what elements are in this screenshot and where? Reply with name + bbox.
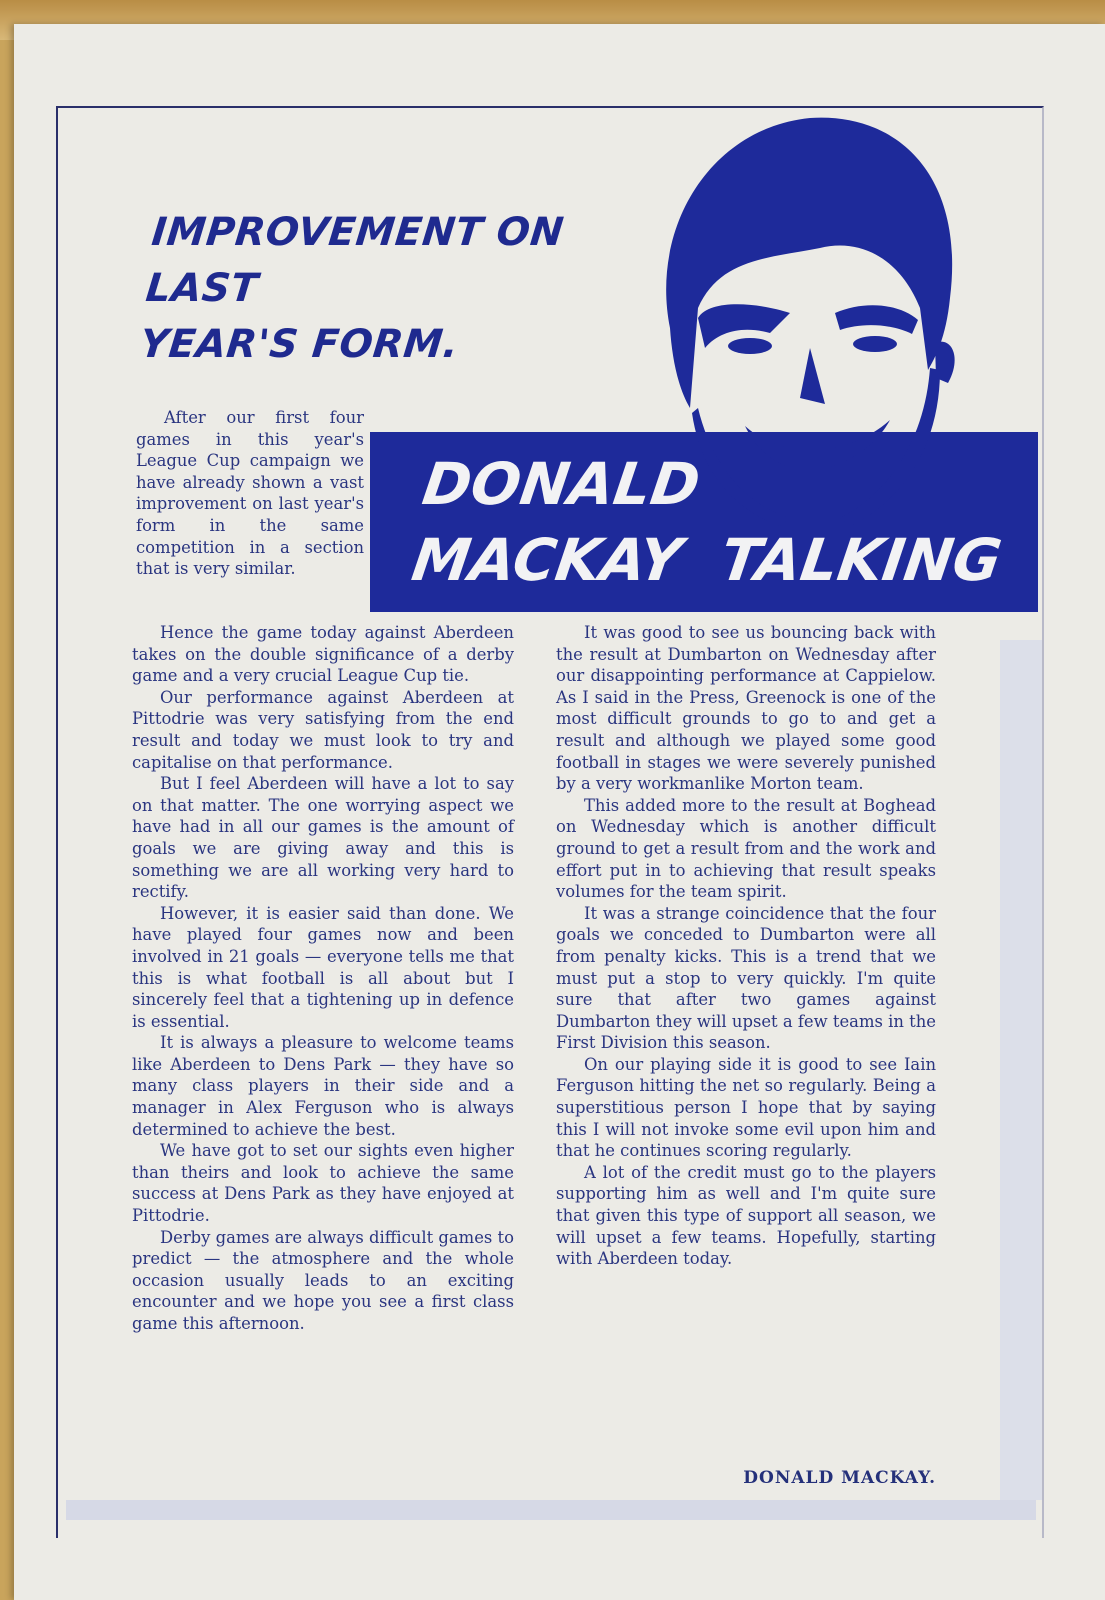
- author-signature: DONALD MACKAY.: [743, 1468, 936, 1488]
- banner-word-talking: TALKING: [716, 526, 1006, 594]
- paragraph: It was good to see us bouncing back with the result at Dumbarton on Wednesday after our disappointing performance at Cappielow. As I said in the Press, Greenock is one of the most difficult grounds to go to and get a result and although we played some good football in stages we were severely punished by a very workmanlike Morton team.: [556, 623, 936, 794]
- paragraph: Derby games are always difficult games to predict — the atmosphere and the whole occasion usually leads to an exciting encounter and we hope you see a first class game this afternoon.: [132, 1227, 514, 1333]
- paragraph: Hence the game today against Aberdeen takes on the double significance of a derby game and a very crucial League Cup tie.: [132, 623, 514, 686]
- paragraph: It is always a pleasure to welcome teams like Aberdeen to Dens Park — they have so many class players in their side and a manager in Alex Ferguson who is always determined to achieve the best.: [132, 1033, 514, 1139]
- portrait-eye-left: [728, 338, 772, 354]
- right-shade-strip: [1000, 640, 1042, 1500]
- headline-line-2: YEAR'S FORM.: [137, 322, 461, 367]
- paragraph: This added more to the result at Boghead on Wednesday which is another difficult ground to get a result from and the work and effort put in to achieving that result speaks volumes for the team spirit.: [556, 795, 936, 902]
- paragraph: A lot of the credit must go to the players supporting him as well and I'm quite sure that given this type of support all season, we will upset a few teams. Hopefully, starting with Aberdeen today.: [556, 1162, 936, 1269]
- intro-text: After our first four games in this year's League Cup campaign we have already shown a vast improvement on last year's form in the same competition in a section that is very similar.: [136, 408, 364, 579]
- right-column: [556, 622, 936, 1270]
- banner-line-2: [407, 522, 1006, 598]
- portrait-nose: [800, 348, 825, 404]
- intro-paragraph: [136, 407, 364, 580]
- portrait-mouth: [745, 420, 890, 470]
- banner-word-mackay: MACKAY: [407, 526, 687, 594]
- paragraph: On our playing side it is good to see Iain Ferguson hitting the net so regularly. Being a superstitious person I hope that by saying this I will not invoke some evil upon him and that he continues scoring regularly.: [556, 1054, 936, 1161]
- paragraph: But I feel Aberdeen will have a lot to say on that matter. The one worrying aspect we have had in all our games is the amount of goals we are giving away and this is something we are all working very hard to rectify.: [132, 774, 514, 902]
- frame-bottom-band: [66, 1500, 1036, 1520]
- left-column: [132, 622, 514, 1335]
- portrait-brow-right: [835, 305, 918, 334]
- portrait-ear: [935, 342, 955, 383]
- portrait-eye-right: [853, 336, 897, 352]
- headline-line-1: IMPROVEMENT ON LAST: [143, 210, 566, 311]
- paragraph: It was a strange coincidence that the four goals we conceded to Dumbarton were all from penalty kicks. This is a trend that we must put a stop to very quickly. I'm quite sure that after two games against Dumbarton they will upset a few teams in the First Division this season.: [556, 903, 936, 1053]
- article-headline: [137, 205, 675, 373]
- paragraph: We have got to set our sights even higher than theirs and look to achieve the same success at Dens Park as they have enjoyed at Pittodrie.: [132, 1141, 514, 1226]
- portrait-cheek-line: [692, 408, 790, 526]
- paragraph: Our performance against Aberdeen at Pittodrie was very satisfying from the end result and today we must look to try and capitalise on that performance.: [132, 687, 514, 772]
- banner-line-1: DONALD: [418, 450, 705, 518]
- portrait-icon: [650, 108, 970, 528]
- paragraph: However, it is easier said than done. We have played four games now and been involved in 21 goals — everyone tells me that this is what football is all about but I sincerely feel that a tightening up in defence is essential.: [132, 903, 514, 1031]
